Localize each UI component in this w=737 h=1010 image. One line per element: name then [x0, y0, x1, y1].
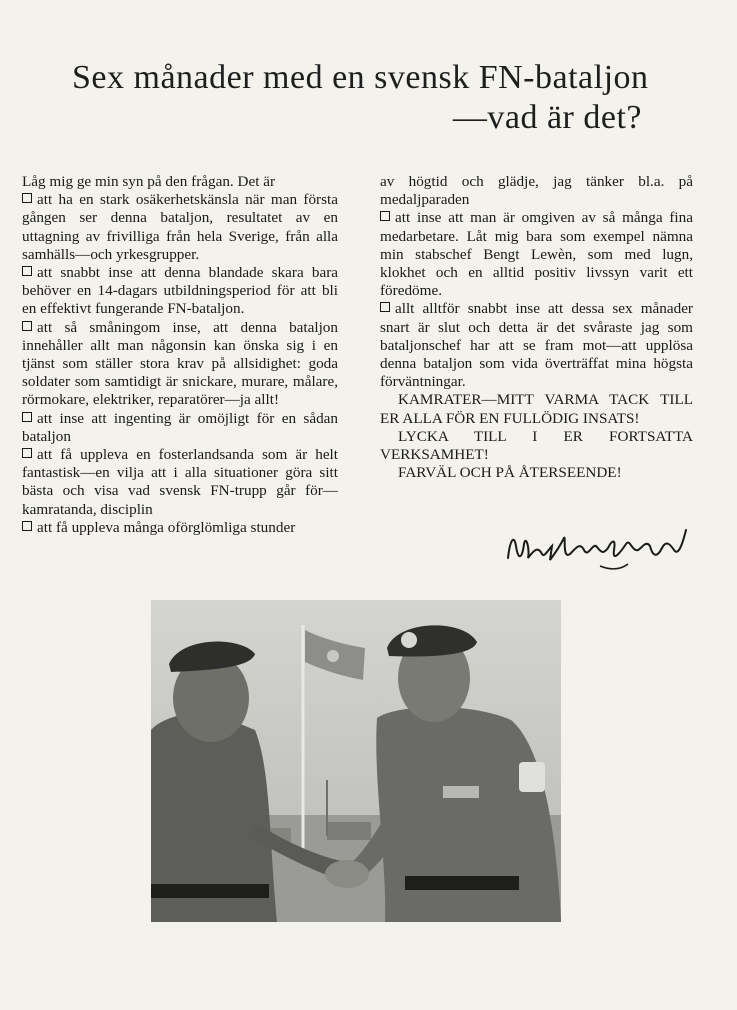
list-item: att så småningom inse, att denna bataljon innehåller allt man någonsin kan önska sig i en tjänst som ställer stora krav på allsidighet: goda soldater som samtidigt är snickare, murare, målare, rörmokare, elektriker, reparatörer—ja allt!: [22, 318, 338, 409]
checkbox-square-icon: [22, 412, 32, 422]
closing-farewell: FARVÄL OCH PÅ ÅTERSEENDE!: [398, 464, 622, 482]
checkbox-square-icon: [380, 302, 390, 312]
title-line-2: —vad är det?: [452, 99, 642, 136]
list-item: att snabbt inse att denna blandade skara bara behöver en 14-dagars utbildningsperiod för att bli en effektivt fungerande FN-bataljon.: [22, 264, 338, 318]
list-item: att inse att man är omgiven av så många fina medarbetare. Låt mig bara som exempel nämna min stabschef Bengt Lewèn, som med lugn, klokhet och en alltid positiv livssyn varit ett föredöme.: [380, 209, 693, 300]
page-title: [72, 58, 672, 138]
checkbox-square-icon: [22, 521, 32, 531]
handshake-photo: [151, 600, 561, 922]
title-line-1: Sex månader med en svensk FN-bataljon: [72, 59, 649, 96]
checkbox-square-icon: [22, 193, 32, 203]
checkbox-square-icon: [22, 266, 32, 276]
closing-wishes: LYCKA TILL I ER FORTSATTA VERKSAMHET!: [380, 427, 693, 464]
list-item: att få uppleva många oförglömliga stunder: [22, 519, 338, 537]
list-item: att ha en stark osäkerhetskänsla när man första gången ser denna bataljon, resultatet av en uttagning av frivilliga från hela Sverige, från alla samhälls—och yrkesgrupper.: [22, 191, 338, 263]
list-item: att få uppleva en fosterlandsanda som är helt fantastisk—en vilja att i alla situationer göra sitt bästa och visa vad svensk FN-trupp går för—kamratanda, disciplin: [22, 446, 338, 518]
right-column: [380, 173, 693, 482]
checkbox-square-icon: [380, 211, 390, 221]
closing-thanks: KAMRATER—MITT VARMA TACK TILL ER ALLA FÖR EN FULLÖDIG INSATS!: [380, 391, 693, 427]
list-item: att inse att ingenting är omöjligt för en sådan bataljon: [22, 409, 338, 445]
checkbox-square-icon: [22, 448, 32, 458]
list-item: allt alltför snabbt inse att dessa sex månader snart är slut och detta är det svåraste jag som bataljonschef har att se fram mot—att upplösa denna bataljon som vida överträffat mina högsta förväntningar.: [380, 300, 693, 391]
continuation-text: av högtid och glädje, jag tänker bl.a. på medaljparaden: [380, 173, 693, 209]
intro-text: Låg mig ge min syn på den frågan. Det är: [22, 173, 276, 190]
left-column: [22, 173, 338, 537]
checkbox-square-icon: [22, 321, 32, 331]
handwritten-signature: [500, 520, 700, 576]
